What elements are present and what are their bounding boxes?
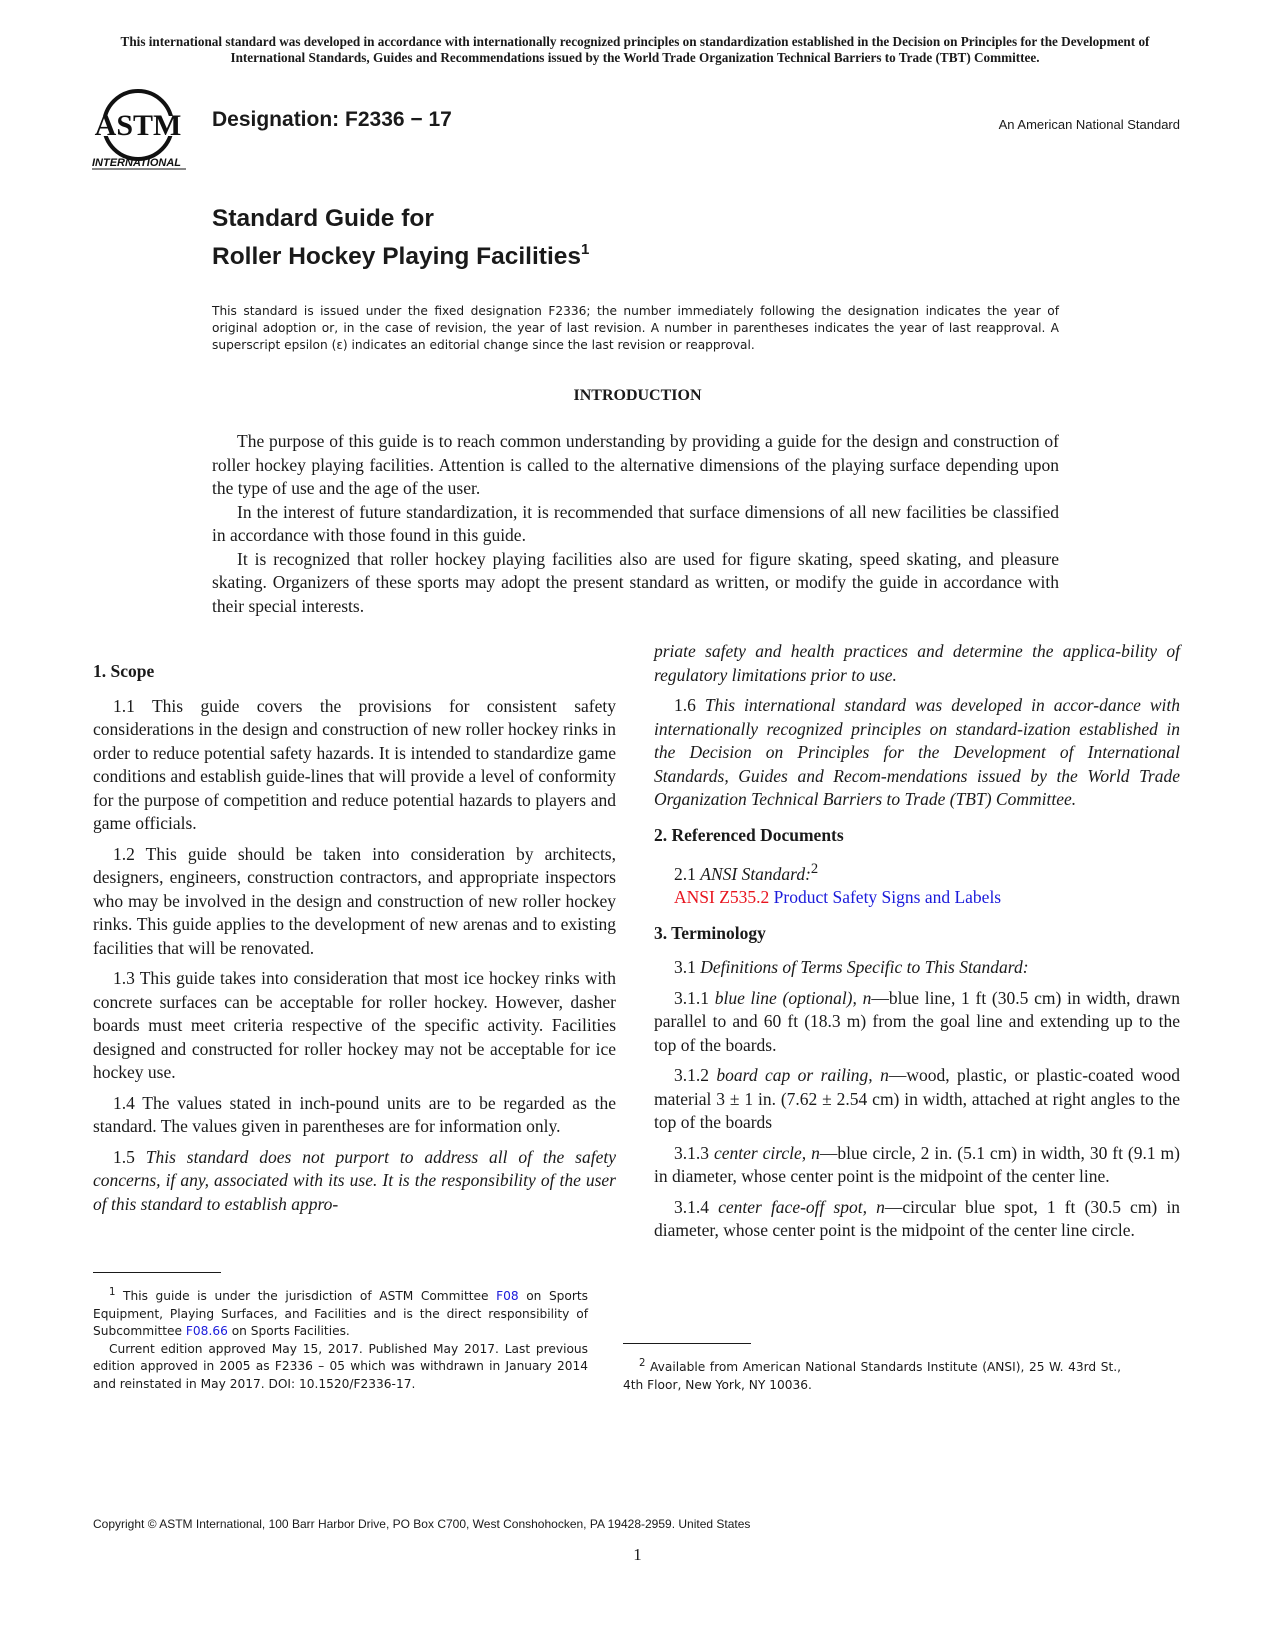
term-3-1-1	[654, 987, 1180, 1058]
term: center circle, n	[713, 1142, 820, 1163]
definition: —wood, plastic, or plastic-coated wood material 3 ± 1 in. (7.62 ± 2.54 cm) in width, attached at right angles to the top of the boards	[654, 1065, 1180, 1133]
ansi-code-link[interactable]: ANSI Z535.2	[674, 887, 770, 908]
footnote-ref: 2	[810, 861, 819, 877]
title-footnote-ref: 1	[581, 241, 590, 258]
footnote-edition: Current edition approved May 15, 2017. Published May 2017. Last previous edition approved in 2005 as F2336 – 05 which was withdrawn in January 2014 and reinstated in May 2017. DOI: 10.1520/F2336-17.	[93, 1341, 588, 1391]
para-1-5-cont: priate safety and health practices and determine the applica-bility of regulatory limitations prior to use.	[654, 641, 1180, 685]
para-1-2: 1.2 This guide should be taken into consideration by architects, designers, engineers, construction contractors, and appropriate inspectors who may be involved in the design and construction of new roller hockey rinks. This guide applies to the development of new arenas and to existing facilities that will be renovated.	[93, 843, 616, 958]
para-text: This standard does not purport to address all of the safety concerns, if any, associated with its use. It is the responsibility of the user of this standard to establish appro-	[93, 1146, 616, 1214]
introduction	[212, 430, 1059, 618]
footnote-2	[623, 1355, 1121, 1394]
footnote-rule	[623, 1343, 751, 1344]
para-num: 3.1.4	[674, 1196, 709, 1217]
copyright: Copyright © ASTM International, 100 Barr Harbor Drive, PO Box C700, West Conshohocken, PA 19428-2959. United States	[93, 1517, 751, 1531]
para-num: 1.6	[674, 695, 696, 715]
left-column	[93, 660, 616, 1223]
footnote-ref: 1	[109, 1287, 116, 1298]
footnote-text: on Sports Facilities.	[231, 1324, 350, 1339]
footnote-text: Available from American National Standards Institute (ANSI), 25 W. 43rd St., 4th Floor, New York, NY 10036.	[623, 1360, 1121, 1392]
american-national-standard: An American National Standard	[998, 117, 1180, 132]
para-num: 2.1	[674, 863, 696, 884]
footnote-text: This guide is under the jurisdiction of ASTM Committee	[123, 1289, 489, 1304]
para-1-5	[93, 1146, 616, 1217]
intro-paragraph: The purpose of this guide is to reach common understanding by providing a guide for the design and construction of roller hockey playing facilities. Attention is called to the alternative dimensions of the playing surface depending upon the type of use and the age of the user.	[212, 431, 1059, 498]
term: center face-off spot, n	[718, 1196, 885, 1217]
logo-org: INTERNATIONAL	[92, 157, 182, 169]
term-3-1-3	[654, 1142, 1180, 1189]
document-title	[212, 203, 589, 272]
para-num: 3.1	[674, 957, 696, 978]
title-line-2: Roller Hockey Playing Facilities	[212, 243, 582, 270]
para-num: 3.1.1	[674, 987, 709, 1008]
subcommittee-link[interactable]: F08.66	[185, 1324, 228, 1339]
footnote-rule	[93, 1272, 221, 1273]
footnote-ref: 2	[639, 1358, 646, 1369]
para-1-1: 1.1 This guide covers the provisions for consistent safety considerations in the design and construction of new roller hockey rinks in order to reduce potential safety hazards. It is intended to standardize game conditions and establish guide-lines that will provide a level of conformity for the purpose of competition and reduce potential hazards to players and game officials.	[93, 695, 616, 833]
definition: —blue circle, 2 in. (5.1 cm) in width, 30 ft (9.1 m) in diameter, whose center point is the midpoint of the center line.	[654, 1142, 1180, 1187]
para-num: 3.1.3	[674, 1142, 709, 1163]
para-1-6	[654, 694, 1180, 812]
para-num: 1.5	[113, 1146, 135, 1167]
ansi-reference[interactable]	[654, 886, 1180, 910]
committee-link[interactable]: F08	[496, 1289, 519, 1304]
terminology-heading: 3. Terminology	[654, 922, 766, 943]
intro-paragraph: In the interest of future standardization, it is recommended that surface dimensions of all new facilities be classified in accordance with those found in this guide.	[212, 501, 1059, 545]
issued-note: This standard is issued under the fixed designation F2336; the number immediately following the designation indicates the year of original adoption or, in the case of revision, the year of last revision. A number in parentheses indicates the year of last reapproval. A superscript epsilon (ε) indicates an editorial change since the last revision or reapproval.	[212, 304, 1059, 352]
para-3-1	[654, 956, 1180, 980]
para-text: ANSI Standard:	[700, 863, 811, 884]
intro-paragraph: It is recognized that roller hockey playing facilities also are used for figure skating, speed skating, and pleasure skating. Organizers of these sports may adopt the present standard as written, or modify the guide in accordance with their special interests.	[212, 548, 1059, 616]
astm-logo	[90, 88, 200, 180]
scope-heading: 1. Scope	[93, 661, 155, 681]
definition: —circular blue spot, 1 ft (30.5 cm) in diameter, whose center point is the midpoint of the center line circle.	[654, 1196, 1180, 1241]
footnote-text: on Sports Equipment, Playing Surfaces, and Facilities and is the direct responsibility of Subcommittee	[93, 1289, 589, 1339]
page-number: 1	[633, 1545, 642, 1564]
logo-letters: ASTM	[94, 109, 182, 142]
definition: —blue line, 1 ft (30.5 cm) in width, drawn parallel to and 60 ft (18.3 m) from the goal line and extending up to the top of the boards.	[654, 987, 1180, 1055]
para-text: Definitions of Terms Specific to This Standard:	[700, 957, 1029, 978]
para-text: This international standard was developed in accor-dance with internationally recognized principles on standard-ization established in the Decision on Principles for the Development of International Standards, Guides and Recom-mendations issued by the World Trade Organization Technical Barriers to Trade (TBT) Committee.	[654, 695, 1181, 809]
para-2-1	[654, 858, 1180, 886]
title-line-1: Standard Guide for	[212, 205, 434, 232]
term: board cap or railing, n	[716, 1065, 889, 1086]
astm-logo-icon	[90, 88, 200, 180]
footnote-1	[93, 1284, 588, 1393]
para-1-4: 1.4 The values stated in inch-pound units are to be regarded as the standard. The values given in parentheses are for information only.	[93, 1092, 616, 1136]
para-1-3: 1.3 This guide takes into consideration that most ice hockey rinks with concrete surfaces can be acceptable for roller hockey. However, dasher boards must meet criteria respective of the specific activity. Facilities designed and constructed for roller hockey may not be acceptable for ice hockey use.	[93, 968, 616, 1082]
right-column	[654, 641, 1181, 1250]
referenced-heading: 2. Referenced Documents	[654, 824, 844, 845]
top-notice: This international standard was developed in accordance with internationally recognized principles on standardization established in the Decision on Principles for the Development of International Standards, Guides and Recommendations issued by the World Trade Organization Technical Barriers to Trade (TBT) Committee.	[120, 34, 1150, 65]
term-3-1-2	[654, 1064, 1180, 1135]
introduction-heading: INTRODUCTION	[573, 387, 702, 404]
designation: Designation: F2336 − 17	[212, 108, 452, 131]
ansi-title-link[interactable]: Product Safety Signs and Labels	[773, 887, 1002, 908]
para-num: 3.1.2	[674, 1065, 709, 1086]
term: blue line (optional), n	[714, 987, 872, 1008]
term-3-1-4	[654, 1196, 1180, 1243]
